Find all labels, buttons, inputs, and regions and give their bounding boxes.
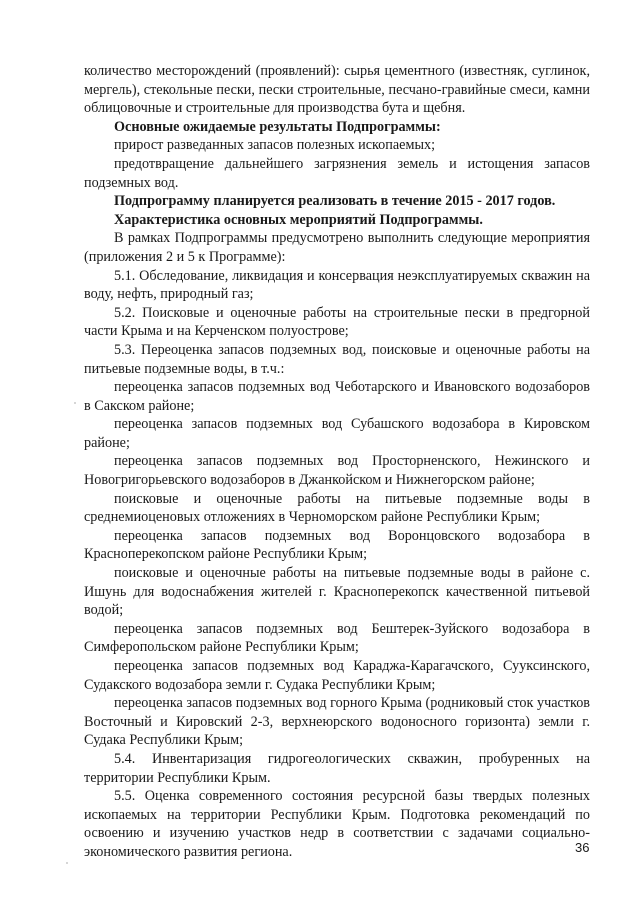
measure-5-3: 5.3. Переоценка запасов подземных вод, поисковые и оценочные работы на питьевые подземные воды, в т.ч.: [84,341,590,377]
sub-measure-beshterek: переоценка запасов подземных вод Бештерек-Зуйского водозабора в Симферопольском районе Республики Крым; [84,620,590,656]
result-item-reserves: прирост разведанных запасов полезных ископаемых; [114,137,436,154]
scan-speck [66,862,68,864]
timeline-statement: Подпрограмму планируется реализовать в течение 2015 - 2017 годов. [114,193,556,210]
sub-measure-vorontsovsky: переоценка запасов подземных вод Воронцовского водозабора в Красноперекопском районе Республики Крым; [84,527,590,563]
paragraph-deposits: количество месторождений (проявлений): сырья цементного (известняк, суглинок, мергель), стекольные пески, пески строительные, песчано-гравийные смеси, камни облицовочные и строительные для производства бута и щебня. [84,63,590,117]
measure-5-5: 5.5. Оценка современного состояния ресурсной базы твердых полезных ископаемых на территории Республики Крым. Подготовка рекомендаций по освоению и изучению участков недр в соответствии с задачами социально-экономического развития региона. [84,788,590,860]
sub-measure-chebotarsky: переоценка запасов подземных вод Чеботарского и Ивановского водозаборов в Сакском районе; [84,379,590,414]
scan-speck [74,402,76,404]
measures-intro: В рамках Подпрограммы предусмотрено выполнить следующие мероприятия (приложения 2 и 5 к Программе): [84,230,590,265]
sub-measure-chernomorsky: поисковые и оценочные работы на питьевые подземные воды в среднемиоценовых отложениях в Черноморском районе Республики Крым; [84,490,590,526]
measure-5-1: 5.1. Обследование, ликвидация и консервация неэксплуатируемых скважин на воду, нефть, природный газ; [84,267,590,303]
sub-measure-sudak: переоценка запасов подземных вод Караджа-Карагачского, Сууксинского, Судакского водозабора земли г. Судака Республики Крым; [84,658,590,693]
page-number: 36 [575,840,590,855]
sub-measure-ishun: поисковые и оценочные работы на питьевые подземные воды в районе с. Ишунь для водоснабжения жителей г. Красноперекопск качественной питьевой водой; [84,565,590,619]
sub-measure-subashsky: переоценка запасов подземных вод Субашского водозабора в Кировском районе; [84,416,590,451]
sub-measure-mountain-crimea: переоценка запасов подземных вод горного Крыма (родниковый сток участков Восточный и Кировский 2-3, верхнеюрского водоносного горизонта) земли г. Судака Республики Крым; [84,695,590,749]
sub-measure-prostornensky: переоценка запасов подземных вод Просторненского, Нежинского и Новогригорьевского водозаборов в Джанкойском и Нижнегорском районе; [84,453,590,489]
measure-5-4: 5.4. Инвентаризация гидрогеологических скважин, пробуренных на территории Республики Крым. [84,750,590,786]
measure-5-2: 5.2. Поисковые и оценочные работы на строительные пески в предгорной части Крыма и на Керченском полуострове; [84,304,590,340]
expected-results-heading: Основные ожидаемые результаты Подпрограммы: [114,118,441,135]
result-item-prevention: предотвращение дальнейшего загрязнения земель и истощения запасов подземных вод. [84,155,590,191]
document-body [84,62,590,862]
measures-heading: Характеристика основных мероприятий Подпрограммы. [114,211,483,228]
